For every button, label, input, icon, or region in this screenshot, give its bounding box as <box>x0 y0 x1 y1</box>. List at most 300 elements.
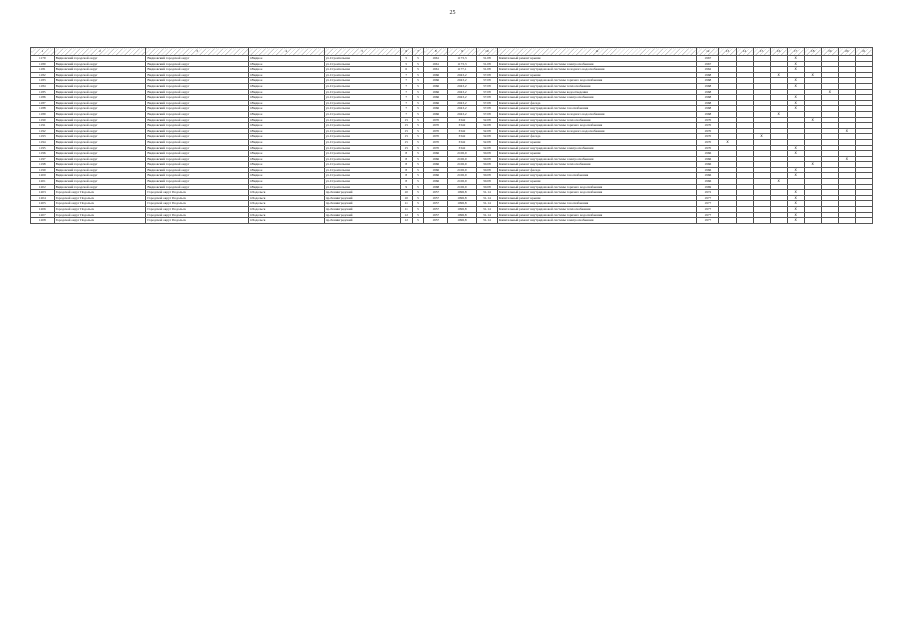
cell-h: 6 <box>400 67 412 73</box>
cell-f: 5 <box>412 173 424 179</box>
cell-p: 37.08 <box>476 106 497 112</box>
cell-n: 1202 <box>31 184 55 190</box>
cell-h: 10 <box>400 195 412 201</box>
mark-cell: X <box>787 106 804 112</box>
mark-cell <box>719 218 736 224</box>
page-number: 25 <box>449 10 456 16</box>
cell-a: 1096,8 <box>448 195 477 201</box>
cell-c: г.Видное <box>248 167 324 173</box>
cell-c: г.Видное <box>248 173 324 179</box>
cell-f: 5 <box>412 111 424 117</box>
cell-f: 5 <box>412 134 424 140</box>
cell-c: г.Видное <box>248 83 324 89</box>
cell-y: 1970 <box>424 139 448 145</box>
cell-y: 1970 <box>424 117 448 123</box>
cell-a: 3342 <box>448 145 477 151</box>
cell-m: Видновский городской округ <box>54 134 146 140</box>
cell-m: Городской округ Подольск <box>54 195 146 201</box>
mark-cell: X <box>838 128 855 134</box>
cell-yr: 1977 <box>697 212 719 218</box>
cell-yr: 1970 <box>697 117 719 123</box>
cell-h: 11 <box>400 207 412 213</box>
cell-p: 31.14 <box>476 207 497 213</box>
cell-c: г.Видное <box>248 179 324 185</box>
cell-y: 1970 <box>424 128 448 134</box>
cell-p: 37.08 <box>476 111 497 117</box>
mark-cell <box>821 218 838 224</box>
cell-n: 1191 <box>31 123 55 129</box>
cell-c: г.Подольск <box>248 207 324 213</box>
cell-c: г.Видное <box>248 151 324 157</box>
cell-n: 1199 <box>31 167 55 173</box>
mark-cell: X <box>753 134 770 140</box>
cell-w: Капитальный ремонт внутридомовой системы электроснабжения <box>497 95 696 101</box>
cell-h: 7 <box>400 89 412 95</box>
cell-s: пр.Ленинградский <box>324 218 400 224</box>
mark-cell: X <box>787 218 804 224</box>
cell-f: 5 <box>412 100 424 106</box>
cell-a: 2043,2 <box>448 95 477 101</box>
cell-f: 5 <box>412 95 424 101</box>
cell-yr: 1968 <box>697 89 719 95</box>
mark-cell: X <box>787 167 804 173</box>
cell-n: 1194 <box>31 139 55 145</box>
cell-f: 5 <box>412 207 424 213</box>
cell-d: Городской округ Подольск <box>146 212 248 218</box>
cell-y: 1961 <box>424 67 448 73</box>
cell-n: 1197 <box>31 156 55 162</box>
cell-c: г.Видное <box>248 72 324 78</box>
cell-y: 1966 <box>424 111 448 117</box>
cell-yr: 1966 <box>697 179 719 185</box>
cell-y: 1966 <box>424 95 448 101</box>
header-cell: 20 <box>838 48 855 56</box>
cell-s: ул.Строительная <box>324 61 400 67</box>
cell-m: Видновский городской округ <box>54 151 146 157</box>
cell-p: 37.08 <box>476 100 497 106</box>
cell-a: 1096,8 <box>448 207 477 213</box>
cell-d: Городской округ Подольск <box>146 207 248 213</box>
cell-p: 30.08 <box>476 151 497 157</box>
cell-y: 1966 <box>424 78 448 84</box>
cell-f: 5 <box>412 201 424 207</box>
cell-a: 1173,3 <box>448 56 477 62</box>
cell-m: Видновский городской округ <box>54 139 146 145</box>
cell-yr: 1977 <box>697 195 719 201</box>
cell-n: 1185 <box>31 89 55 95</box>
cell-d: Видновский городской округ <box>146 56 248 62</box>
cell-s: ул.Строительная <box>324 134 400 140</box>
cell-w: Капитальный ремонт внутридомовой системы электроснабжения <box>497 156 696 162</box>
cell-m: Видновский городской округ <box>54 61 146 67</box>
cell-s: пр.Ленинградский <box>324 212 400 218</box>
cell-c: г.Видное <box>248 106 324 112</box>
cell-m: Видновский городской округ <box>54 83 146 89</box>
mark-cell: X <box>787 95 804 101</box>
cell-m: Городской округ Подольск <box>54 212 146 218</box>
cell-s: ул.Строительная <box>324 145 400 151</box>
header-cell: 5 <box>324 48 400 56</box>
cell-p: 30.08 <box>476 156 497 162</box>
header-cell: 6 <box>400 48 412 56</box>
cell-m: Видновский городской округ <box>54 184 146 190</box>
mark-cell: X <box>787 207 804 213</box>
cell-n: 1190 <box>31 117 55 123</box>
cell-n: 1180 <box>31 61 55 67</box>
cell-m: Городской округ Подольск <box>54 201 146 207</box>
cell-f: 5 <box>412 83 424 89</box>
cell-c: г.Видное <box>248 145 324 151</box>
cell-f: 5 <box>412 167 424 173</box>
header-cell: 1 <box>31 48 55 56</box>
cell-n: 1201 <box>31 179 55 185</box>
header-cell: 4 <box>248 48 324 56</box>
cell-m: Видновский городской округ <box>54 111 146 117</box>
cell-w: Капитальный ремонт крыши <box>497 72 696 78</box>
mark-cell: X <box>787 201 804 207</box>
cell-d: Видновский городской округ <box>146 134 248 140</box>
cell-d: Видновский городской округ <box>146 173 248 179</box>
header-cell: 15 <box>753 48 770 56</box>
cell-h: 7 <box>400 72 412 78</box>
cell-w: Капитальный ремонт внутридомовой системы теплоснабжения <box>497 162 696 168</box>
cell-yr: 1977 <box>697 201 719 207</box>
cell-f: 5 <box>412 72 424 78</box>
cell-f: 5 <box>412 106 424 112</box>
cell-w: Капитальный ремонт внутридомовой системы горячего водоснабжения <box>497 78 696 84</box>
cell-f: 5 <box>412 89 424 95</box>
cell-h: 8 <box>400 151 412 157</box>
cell-d: Видновский городской округ <box>146 111 248 117</box>
cell-a: 2106,9 <box>448 173 477 179</box>
cell-p: 31.08 <box>476 61 497 67</box>
cell-f: 5 <box>412 78 424 84</box>
cell-s: ул.Строительная <box>324 156 400 162</box>
cell-p: 32.08 <box>476 139 497 145</box>
cell-c: г.Видное <box>248 56 324 62</box>
header-cell: 8 <box>424 48 448 56</box>
cell-f: 5 <box>412 67 424 73</box>
cell-d: Видновский городской округ <box>146 167 248 173</box>
cell-m: Видновский городской округ <box>54 100 146 106</box>
cell-y: 1966 <box>424 89 448 95</box>
cell-y: 1970 <box>424 134 448 140</box>
cell-c: г.Видное <box>248 123 324 129</box>
cell-y: 1961 <box>424 56 448 62</box>
cell-y: 1957 <box>424 212 448 218</box>
cell-w: Капитальный ремонт внутридомовой системы теплоснабжения <box>497 117 696 123</box>
cell-m: Видновский городской округ <box>54 56 146 62</box>
cell-a: 2106,9 <box>448 184 477 190</box>
mark-cell: X <box>804 162 821 168</box>
cell-w: Капитальный ремонт внутридомовой системы холодного водоснабжения <box>497 67 696 73</box>
cell-y: 1966 <box>424 72 448 78</box>
cell-p: 32.08 <box>476 117 497 123</box>
cell-d: Видновский городской округ <box>146 128 248 134</box>
cell-d: Видновский городской округ <box>146 95 248 101</box>
cell-h: 7 <box>400 111 412 117</box>
cell-p: 37.08 <box>476 83 497 89</box>
cell-p: 30.08 <box>476 179 497 185</box>
cell-a: 2043,2 <box>448 78 477 84</box>
cell-s: пр.Ленинградский <box>324 190 400 196</box>
mark-cell: X <box>770 179 787 185</box>
cell-y: 1966 <box>424 151 448 157</box>
cell-c: г.Подольск <box>248 190 324 196</box>
header-cell: 14 <box>736 48 753 56</box>
cell-c: г.Видное <box>248 128 324 134</box>
cell-c: г.Подольск <box>248 212 324 218</box>
cell-d: Видновский городской округ <box>146 78 248 84</box>
cell-h: 7 <box>400 106 412 112</box>
cell-yr: 1967 <box>697 61 719 67</box>
cell-h: 7 <box>400 78 412 84</box>
cell-d: Видновский городской округ <box>146 184 248 190</box>
cell-s: ул.Строительная <box>324 95 400 101</box>
cell-p: 37.08 <box>476 72 497 78</box>
cell-yr: 1969 <box>697 184 719 190</box>
cell-a: 2043,2 <box>448 72 477 78</box>
cell-d: Видновский городской округ <box>146 139 248 145</box>
cell-n: 1182 <box>31 72 55 78</box>
cell-d: Видновский городской округ <box>146 145 248 151</box>
cell-p: 37.08 <box>476 78 497 84</box>
cell-a: 3342 <box>448 117 477 123</box>
cell-yr: 1970 <box>697 134 719 140</box>
cell-f: 5 <box>412 162 424 168</box>
cell-w: Капитальный ремонт внутридомовой системы водоотведения <box>497 89 696 95</box>
cell-m: Видновский городской округ <box>54 167 146 173</box>
cell-p: 31.14 <box>476 212 497 218</box>
cell-a: 1096,8 <box>448 212 477 218</box>
cell-d: Городской округ Подольск <box>146 195 248 201</box>
cell-s: ул.Строительная <box>324 111 400 117</box>
cell-yr: 1968 <box>697 78 719 84</box>
header-cell: 10 <box>476 48 497 56</box>
cell-c: г.Подольск <box>248 218 324 224</box>
mark-cell: X <box>787 195 804 201</box>
cell-p: 32.08 <box>476 134 497 140</box>
mark-cell: X <box>787 173 804 179</box>
cell-m: Видновский городской округ <box>54 67 146 73</box>
cell-s: ул.Строительная <box>324 72 400 78</box>
cell-s: ул.Строительная <box>324 89 400 95</box>
cell-m: Видновский городской округ <box>54 72 146 78</box>
cell-f: 5 <box>412 145 424 151</box>
header-cell: 17 <box>787 48 804 56</box>
cell-h: 5 <box>400 61 412 67</box>
cell-s: ул.Строительная <box>324 167 400 173</box>
mark-cell: X <box>787 83 804 89</box>
mark-cell <box>753 218 770 224</box>
mark-cell: X <box>821 89 838 95</box>
cell-a: 1096,8 <box>448 218 477 224</box>
cell-f: 5 <box>412 190 424 196</box>
cell-y: 1968 <box>424 184 448 190</box>
cell-m: Городской округ Подольск <box>54 207 146 213</box>
header-cell: 7 <box>412 48 424 56</box>
cell-f: 5 <box>412 123 424 129</box>
cell-h: 10 <box>400 190 412 196</box>
cell-d: Видновский городской округ <box>146 179 248 185</box>
cell-f: 5 <box>412 61 424 67</box>
cell-s: ул.Строительная <box>324 117 400 123</box>
cell-yr: 1972 <box>697 190 719 196</box>
cell-f: 5 <box>412 56 424 62</box>
cell-yr: 1967 <box>697 56 719 62</box>
cell-a: 2106,9 <box>448 156 477 162</box>
cell-s: ул.Строительная <box>324 151 400 157</box>
cell-yr: 1968 <box>697 100 719 106</box>
header-cell: 21 <box>855 48 872 56</box>
cell-m: Видновский городской округ <box>54 95 146 101</box>
cell-m: Городской округ Подольск <box>54 218 146 224</box>
cell-w: Капитальный ремонт фасада <box>497 100 696 106</box>
cell-s: ул.Строительная <box>324 56 400 62</box>
mark-cell: X <box>770 111 787 117</box>
cell-a: 2043,2 <box>448 89 477 95</box>
cell-h: 12 <box>400 218 412 224</box>
cell-h: 15 <box>400 134 412 140</box>
cell-w: Капитальный ремонт крыши <box>497 179 696 185</box>
cell-c: г.Видное <box>248 67 324 73</box>
cell-p: 31.14 <box>476 195 497 201</box>
mark-cell: X <box>787 190 804 196</box>
mark-cell: X <box>787 61 804 67</box>
cell-s: ул.Строительная <box>324 123 400 129</box>
cell-d: Видновский городской округ <box>146 151 248 157</box>
mark-cell <box>736 218 753 224</box>
cell-p: 30.08 <box>476 184 497 190</box>
cell-c: г.Видное <box>248 184 324 190</box>
cell-yr: 1966 <box>697 173 719 179</box>
cell-h: 8 <box>400 156 412 162</box>
cell-yr: 1966 <box>697 167 719 173</box>
cell-w: Капитальный ремонт внутридомовой системы электроснабжения <box>497 61 696 67</box>
cell-p: 32.08 <box>476 128 497 134</box>
cell-a: 2106,9 <box>448 162 477 168</box>
cell-h: 7 <box>400 100 412 106</box>
cell-c: г.Видное <box>248 78 324 84</box>
cell-y: 1966 <box>424 173 448 179</box>
cell-n: 1187 <box>31 100 55 106</box>
cell-w: Капитальный ремонт внутридомовой системы электроснабжения <box>497 145 696 151</box>
cell-f: 5 <box>412 128 424 134</box>
cell-d: Видновский городской округ <box>146 162 248 168</box>
cell-d: Видновский городской округ <box>146 100 248 106</box>
cell-f: 5 <box>412 156 424 162</box>
cell-n: 1198 <box>31 162 55 168</box>
cell-c: г.Видное <box>248 111 324 117</box>
cell-d: Городской округ Подольск <box>146 190 248 196</box>
cell-s: ул.Строительная <box>324 106 400 112</box>
cell-w: Капитальный ремонт крыши <box>497 151 696 157</box>
cell-y: 1957 <box>424 190 448 196</box>
cell-n: 1203 <box>31 190 55 196</box>
cell-n: 1186 <box>31 95 55 101</box>
cell-s: ул.Строительная <box>324 162 400 168</box>
cell-y: 1970 <box>424 123 448 129</box>
cell-d: Видновский городской округ <box>146 156 248 162</box>
cell-d: Видновский городской округ <box>146 61 248 67</box>
mark-cell: X <box>787 100 804 106</box>
cell-d: Городской округ Подольск <box>146 218 248 224</box>
cell-yr: 1977 <box>697 207 719 213</box>
cell-h: 9 <box>400 184 412 190</box>
cell-c: г.Видное <box>248 117 324 123</box>
cell-f: 5 <box>412 184 424 190</box>
cell-n: 1195 <box>31 145 55 151</box>
cell-d: Видновский городской округ <box>146 83 248 89</box>
cell-y: 1957 <box>424 207 448 213</box>
cell-y: 1966 <box>424 156 448 162</box>
cell-w: Капитальный ремонт внутридомовой системы газоснабжения <box>497 173 696 179</box>
cell-a: 3342 <box>448 123 477 129</box>
cell-n: 1181 <box>31 67 55 73</box>
cell-f: 5 <box>412 218 424 224</box>
cell-p: 30.08 <box>476 173 497 179</box>
cell-yr: 1966 <box>697 162 719 168</box>
cell-m: Видновский городской округ <box>54 117 146 123</box>
cell-w: Капитальный ремонт внутридомовой системы газоснабжения <box>497 201 696 207</box>
cell-m: Видновский городской округ <box>54 173 146 179</box>
cell-y: 1966 <box>424 162 448 168</box>
header-cell: 18 <box>804 48 821 56</box>
cell-m: Видновский городской округ <box>54 145 146 151</box>
header-cell: 2 <box>54 48 146 56</box>
cell-n: 1206 <box>31 207 55 213</box>
cell-f: 5 <box>412 151 424 157</box>
cell-yr: 1966 <box>697 151 719 157</box>
header-cell: 9 <box>448 48 477 56</box>
cell-h: 15 <box>400 139 412 145</box>
cell-m: Видновский городской округ <box>54 156 146 162</box>
cell-a: 3342 <box>448 128 477 134</box>
mark-cell <box>838 218 855 224</box>
cell-n: 1193 <box>31 134 55 140</box>
table-row <box>31 218 873 224</box>
mark-cell: X <box>787 151 804 157</box>
cell-y: 1966 <box>424 167 448 173</box>
cell-h: 15 <box>400 145 412 151</box>
cell-w: Капитальный ремонт внутридомовой системы горячего водоснабжения <box>497 184 696 190</box>
cell-a: 1177,1 <box>448 67 477 73</box>
cell-h: 15 <box>400 123 412 129</box>
cell-y: 1961 <box>424 61 448 67</box>
cell-s: пр.Ленинградский <box>324 201 400 207</box>
table-header <box>31 48 873 56</box>
cell-f: 5 <box>412 117 424 123</box>
cell-m: Видновский городской округ <box>54 78 146 84</box>
cell-c: г.Видное <box>248 100 324 106</box>
cell-a: 1096,8 <box>448 201 477 207</box>
cell-h: 15 <box>400 128 412 134</box>
cell-f: 5 <box>412 195 424 201</box>
cell-h: 12 <box>400 212 412 218</box>
cell-w: Капитальный ремонт внутридомовой системы теплоснабжения <box>497 83 696 89</box>
cell-yr: 1970 <box>697 128 719 134</box>
cell-a: 2043,2 <box>448 111 477 117</box>
cell-p: 30.08 <box>476 167 497 173</box>
cell-h: 5 <box>400 56 412 62</box>
cell-s: пр.Ленинградский <box>324 207 400 213</box>
cell-y: 1957 <box>424 218 448 224</box>
register-table <box>30 47 873 224</box>
cell-m: Видновский городской округ <box>54 128 146 134</box>
cell-d: Видновский городской округ <box>146 89 248 95</box>
cell-p: 31.08 <box>476 56 497 62</box>
cell-p: 31.14 <box>476 190 497 196</box>
